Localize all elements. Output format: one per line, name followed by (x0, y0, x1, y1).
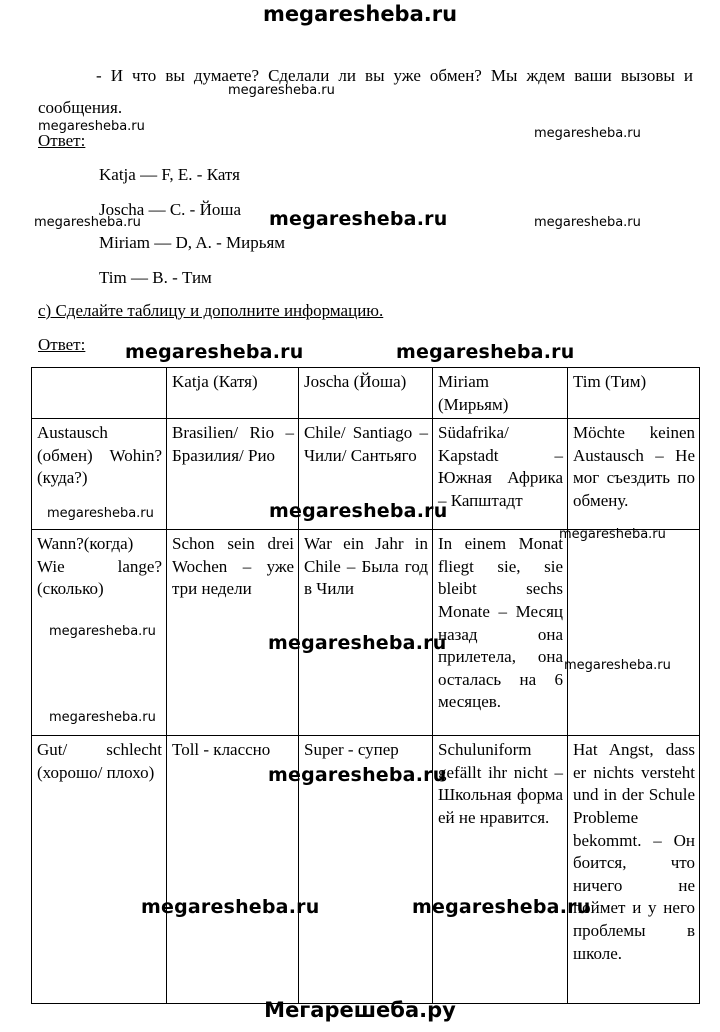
table-cell: Brasilien/ Rio – Бразилия/ Рио (167, 419, 299, 530)
watermark-small: megaresheba.ru (534, 126, 641, 141)
answer-label-1: Ответ: (38, 131, 86, 150)
table-header-cell: Joscha (Йоша) (299, 368, 433, 419)
watermark-small: megaresheba.ru (564, 658, 671, 673)
answer-label-2: Ответ: (38, 335, 86, 354)
info-table (31, 367, 700, 1004)
watermark-small: megaresheba.ru (228, 83, 335, 98)
table-cell: Chile/ Santiago – Чили/ Сантьяго (299, 419, 433, 530)
table-cell: Südafrika/ Kapstadt – Южная Африка – Капштадт (433, 419, 568, 530)
site-header-title[interactable]: megaresheba.ru (262, 2, 458, 26)
watermark-small: megaresheba.ru (559, 527, 666, 542)
watermark-small: megaresheba.ru (34, 215, 141, 230)
task-c-heading: c) Сделайте таблицу и дополните информацию. (38, 301, 384, 320)
table-cell: Möchte keinen Austausch – Не мог съездить по обмену. (568, 419, 700, 530)
table-cell: Super - супер (299, 736, 433, 1004)
table-cell: In einem Monat fliegt sie, sie bleibt sechs Monate – Месяц назад она прилетела, она осталась на 6 месяцев. (433, 530, 568, 736)
watermark-small: megaresheba.ru (534, 215, 641, 230)
watermark-small: megaresheba.ru (47, 506, 154, 521)
watermark-small: megaresheba.ru (49, 624, 156, 639)
table-cell: Schuluniform gefällt ihr nicht – Школьная форма ей не нравится. (433, 736, 568, 1004)
watermark-big: megaresheba.ru (125, 341, 304, 363)
table-cell: Toll - классно (167, 736, 299, 1004)
watermark-big: megaresheba.ru (268, 764, 447, 786)
table-header-cell: Miriam (Мирьям) (433, 368, 568, 419)
table-cell: Hat Angst, dass er nichts versteht und in der Schule Probleme bekommt. – Он боится, что ничего не поймет и у него проблемы в школе. (568, 736, 700, 1004)
table-header-cell: Tim (Тим) (568, 368, 700, 419)
intro-paragraph (38, 60, 693, 124)
table-header-cell (32, 368, 167, 419)
table-cell (568, 530, 700, 736)
answer-line-joscha: Joscha — C. - Йоша (99, 200, 241, 219)
table-header-row (32, 368, 700, 419)
watermark-big: megaresheba.ru (412, 896, 591, 918)
answer-line-katja: Katja — F, E. - Катя (99, 165, 240, 184)
table-cell: Gut/ schlecht (хорошо/ плохо) (32, 736, 167, 1004)
table-cell: Wann?(когда) Wie lange? (сколько) (32, 530, 167, 736)
table-cell: Austausch (обмен) Wohin? (куда?) (32, 419, 167, 530)
watermark-big: megaresheba.ru (269, 500, 448, 522)
table-cell: War ein Jahr in Chile – Была год в Чили (299, 530, 433, 736)
answer-line-tim: Tim — B. - Тим (99, 268, 212, 287)
watermark-big: megaresheba.ru (268, 632, 447, 654)
site-footer-title[interactable]: Мегарешеба.ру (264, 998, 456, 1022)
watermark-big: megaresheba.ru (141, 896, 320, 918)
table-cell: Schon sein drei Wochen – уже три недели (167, 530, 299, 736)
answer-line-miriam: Miriam — D, A. - Мирьям (99, 233, 286, 252)
table-header-cell: Katja (Катя) (167, 368, 299, 419)
watermark-big: megaresheba.ru (269, 208, 448, 230)
watermark-small: megaresheba.ru (38, 119, 145, 134)
watermark-small: megaresheba.ru (49, 710, 156, 725)
intro-text: - И что вы думаете? Сделали ли вы уже обмен? Мы ждем ваши вызовы и сообщения. (38, 66, 693, 117)
watermark-big: megaresheba.ru (396, 341, 575, 363)
